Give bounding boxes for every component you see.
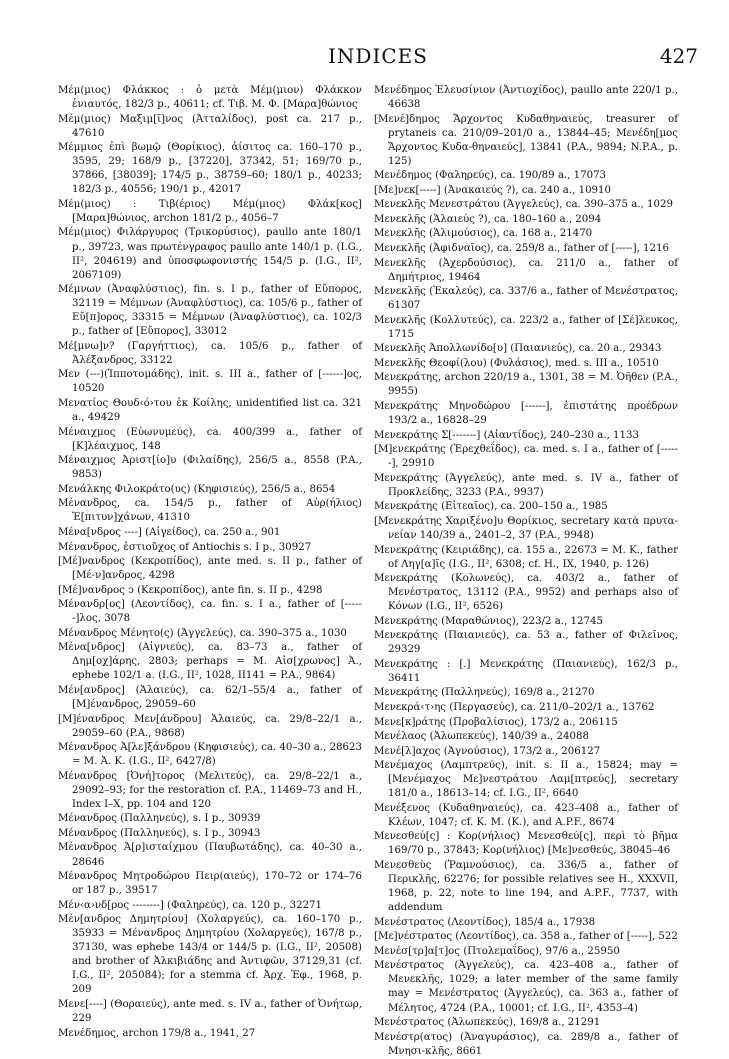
- index-entry: Μέμ(μιος) Φλάκκος : ὁ μετὰ Μέμ(μιον) Φλάκκον ἐνιαυτός, 182/3 p., 40611; cf. Τιβ. Μ. Φ. [Μαρα]θώνιος: [58, 85, 362, 111]
- index-entry: Μενεσθεὺς (Ῥαμνούσιος), ca. 336/5 a., father of Περικλῆς, 62276; for possible relatives see H., XXXVII, 1968, p. 22, note to line 194, and A.P.F., 7737, with addendum: [374, 860, 678, 914]
- index-entry: Μενεκράτης Σ[-------] (Αἰαντίδος), 240–230 a., 1133: [374, 429, 639, 441]
- index-entry: Μενέδημος (Φαληρεύς), ca. 190/89 a., 17073: [374, 170, 607, 182]
- index-entry: Μενεκράτης (Μαραθώνιος), 223/2 a., 12745: [374, 615, 603, 627]
- index-entry: Μενέμαχος (Λαμπτρεύς), init. s. II a., 15824; may = [Μενέμαχος Με]νεστράτου Λαμ[πτρεύς], secretary 181/0 a., 18613–14; cf. I.G., II², 6640: [374, 760, 678, 800]
- index-entry: Μενέστρατος (Λεοντίδος), 185/4 a., 17938: [374, 916, 596, 928]
- index-entry: [Με]νεκ[-----] (Ἀνακαιεύς ?), ca. 240 a., 10910: [374, 184, 612, 196]
- index-entry: Μένανδρος, ca. 154/5 p., father of Αὐρ(ήλιος) Ἐ[πιτυν]χάνων, 41310: [58, 498, 362, 524]
- index-entry: Μέμνων (Ἀναφλύστιος), fin. s. I p., father of Εὔπορος, 32119 = Μέμνων (Ἀναφλύστιος), ca. 105/6 p., father of Εὔ[π]ορος, 33315 = Μέμνων (Ἀναφλύστιος), ca. 102/3 p., father of [Εὔπορος], 33012: [58, 284, 362, 338]
- index-entry: Μενε[κ]ράτης (Προβαλίσιος), 173/2 a., 206115: [374, 716, 618, 728]
- index-entry: Μέμ(μιος) Φιλάργυρος (Τρικορύσιος), paullo ante 180/1 p., 39723, was πρωτένγραφος paullo ante 140/1 p. (I.G., II², 204619) and ὑποσφωφονιστής 154/5 p. (I.G., II², 2067109): [58, 227, 362, 281]
- index-entry: Μενέ[λ]αχος (Ἀγνούσιος), 173/2 a., 206127: [374, 745, 601, 757]
- index-entry: Μένανδρος (Παλληνεύς), s. I p., 30939: [58, 813, 261, 825]
- index-entry: Μενεκλῆς (Ἁλαιεύς ?), ca. 180–160 a., 2094: [374, 213, 602, 225]
- index-column-left: [58, 84, 362, 1041]
- index-entry: Μενεκλῆς Ἀπολλωνίδο[υ] (Παιανιεύς), ca. 20 a., 29343: [374, 343, 662, 355]
- index-entry: Μένανδρος (Παλληνεύς), s. I p., 30943: [58, 827, 261, 839]
- index-entry: Μένανδρος Ἀ[ρ]ισταίχμου (Παυβωτάδης), ca. 40–30 a., 28646: [58, 842, 362, 868]
- index-entry: Μενεκλῆς (Ἁλιμούσιος), ca. 168 a., 21470: [374, 228, 593, 240]
- index-entry: Μενεκλῆς Θεοφί(λου) (Φυλάσιος), med. s. III a., 10510: [374, 357, 659, 369]
- index-entry: [Μ]ένανδρος Μεν[άνδρου] Ἁλαιεύς, ca. 29/8–22/1 a., 29059–60 (P.A., 9868): [58, 713, 362, 739]
- index-entry: Μενεκλῆς Μενεστράτου (Ἀγγελεύς), ca. 390–375 a., 1029: [374, 199, 673, 211]
- index-entry: Μενεκράτης, archon 220/19 a., 1301, 38 = Μ. Ὀῆθεν (P.A., 9955): [374, 372, 678, 398]
- index-entry: Μενέδημος Ἐλευσίνιον (Ἀντιοχίδος), paullo ante 220/1 p., 46638: [374, 85, 678, 111]
- index-entry: Μενεκράτης (Κειριάδης), ca. 155 a., 22673 = Μ. Κ., father of Ληγ[α]ῖς (I.G., II², 6308; cf. H., IX, 1940, p. 126): [374, 544, 678, 570]
- index-column-right: [374, 84, 678, 1059]
- index-entry: Μενέστρ(ατος) (Ἀναγυράσιος), ca. 289/8 a., father of Μνησι-κλῆς, 8661: [374, 1031, 678, 1057]
- index-entry: Μενεκράτης (Παλληνεύς), 169/8 a., 21270: [374, 687, 595, 699]
- index-entry: Μέμ(μιος) : Τιβ(έριος) Μέμ(μιος) Φλάκ[κος] [Μαρα]θώνιος, archon 181/2 p., 4056–7: [58, 198, 362, 224]
- index-entry: Μενεκράτης (Κολωνεύς), ca. 403/2 a., father of Μενέστρατος, 13112 (P.A., 9952) and perhaps also of Κόνων (I.G., II², 6526): [374, 573, 678, 613]
- index-entry: Μενάλκης Φιλοκράτο(υς) (Κηφισιεύς), 256/5 a., 8654: [58, 483, 336, 495]
- index-entry: Μένανδρος, ἑστιοῦχος of Antiochis s. I p., 30927: [58, 541, 312, 553]
- index-entry: Μενεκλῆς (Ἀφιδναῖος), ca. 259/8 a., father of [-----], 1216: [374, 243, 669, 255]
- index-entry: Μενέσ[τρ]α[τ]ος (Πτολεμαΐδος), 97/6 a., 25950: [374, 945, 620, 957]
- index-entry: Μενε[----] (Θοραιεύς), ante med. s. IV a., father of Ὀνήτωρ, 229: [58, 999, 362, 1025]
- index-entry: [Μενεκράτης Χαριξένο]υ Θορίκιος, secretary κατὰ πρυτα-νείαν 140/39 a., 2401–2, 37 (P.A., 9948): [374, 515, 678, 541]
- page-header: [58, 44, 698, 74]
- index-entry: Μενατίος Θουδ‹ό›του ἐκ Κοίλης, unidentified list ca. 321 a., 49429: [58, 398, 362, 424]
- index-entry: Μενεκράτης : [.] Μενεκράτης (Παιανιεύς), 162/3 p., 36411: [374, 658, 678, 684]
- index-entry: Μένα[νδρος] (Αἰγνιεύς), ca. 83–73 a., father of Δημ[οχ]άρης, 2803; perhaps = Μ. Αἰσ[χρωνος] Ἀ., ephebe 102/1 a. (I.G., II², 1028, II141 = P.A., 9864): [58, 642, 362, 682]
- index-entry: Μενέξενος (Κυδαθηναιεύς), ca. 423–408 a., father of Κλέων, 1047; cf. K. M. (K.), and A.P.F., 8674: [374, 802, 678, 828]
- page-title: INDICES: [328, 44, 428, 68]
- index-entry: Μέναιχμος (Εὐωνυμεύς), ca. 400/399 a., father of [Κ]λέαιχμος, 148: [58, 426, 362, 452]
- index-entry: [Μέ]νανδρος ͻ (Κεκροπίδος), ante fin. s. II p., 4298: [58, 584, 323, 596]
- index-entry: Μενεκλῆς (Κολλυτεύς), ca. 223/2 a., father of [Σέ]λευκος, 1715: [374, 314, 678, 340]
- index-entry: Μενεκρά‹τ›ης (Περγασεύς), ca. 211/0–202/1 a., 13762: [374, 702, 655, 714]
- index-entry: Μενέδημος, archon 179/8 a., 1941, 27: [58, 1027, 256, 1039]
- index-entry: Μέμ(μιος) Μαξιμ[ῖ]νος (Ἀτταλίδος), post ca. 217 p., 47610: [58, 113, 362, 139]
- index-entry: Μεν (---)(Ἱπποτομάδης), init. s. III a., father of [------]ος, 10520: [58, 369, 362, 395]
- index-entry: Μένανδρος Μητροδώρου Πειρ(αιεύς), 170–72 or 174–76 or 187 p., 39517: [58, 871, 362, 897]
- index-entry: Μένα[νδρος ----] (Αἰγείδος), ca. 250 a., 901: [58, 526, 281, 538]
- index-entry: Μενέστρατος (Ἀλωπεκεύς), 169/8 a., 21291: [374, 1017, 601, 1029]
- index-entry: Μενεσθεύ[ς] : Κορ(νήλιος) Μενεσθεύ[ς], περὶ τὸ βῆμα 169/70 p., 37843; Κορ(νήλιος) [Με]νεσθεύς, 38045–46: [374, 831, 678, 857]
- index-entry: Μενεκλῆς (Ἐκαλεύς), ca. 337/6 a., father of Μενέστρατος, 61307: [374, 286, 678, 312]
- index-entry: Μένανδρος Ἀ[λε]ξάνδρου (Κηφισιεύς), ca. 40–30 a., 28623 = Μ. Ἀ. Κ. (I.G., II², 6427/8): [58, 742, 362, 768]
- page-number: 427: [659, 44, 698, 68]
- index-entry: Μέ[μνω]ν? (Γαργήττιος), ca. 105/6 p., father of Ἀλέξανδρος, 33122: [58, 340, 362, 366]
- index-entry: Μέν[ανδρος] (Ἁλαιεύς), ca. 62/1–55/4 a., father of [Μ]ένανδρος, 29059–60: [58, 684, 362, 711]
- index-entry: Μένανδρος [Ὀνή]τορος (Μελιτεύς), ca. 29/8–22/1 a., 29092–93; for the restoration cf. P.A., 11469–73 and H., Index I–X, pp. 104 and 120: [58, 770, 362, 810]
- index-entry: [Με]νέστρατος (Λεοντίδος), ca. 358 a., father of [-----], 522: [374, 931, 678, 943]
- index-entry: [Μέ]νανδρος (Κεκροπίδος), ante med. s. II p., father of [Μέ-ν]ανδρος, 4298: [58, 556, 362, 582]
- index-entry: Μέν‹α›νδ[ρος --------] (Φαληρεύς), ca. 120 p., 32271: [58, 899, 323, 911]
- index-entry: Μέν[ανδρος Δημητρίου] (Χολαργεύς), ca. 160–170 p., 35933 = Μένανδρος Δημητρίου (Χολαργεύς), 167/8 p., 37130, was ephebe 143/4 or 144/5 p. (I.G., II², 20508) and brother of Ἀλκιβιάδης and Ἀντιφῶν, 37129,31 (cf. I.G., II², 205084); for a stemma cf. Ἀρχ. Ἐφ., 1968, p. 209: [58, 914, 362, 996]
- index-entry: Μενεκράτης Μηνοδώρου [------], ἐπιστάτης προέδρων 193/2 a., 16828–29: [374, 401, 678, 427]
- index-entry: Μένανδρος Μένητο(ς) (Ἀγγελεύς), ca. 390–375 a., 1030: [58, 627, 347, 639]
- index-entry: Μένανδρ[ος] (Λεοντίδος), ca. fin. s. I a., father of [------]λος, 3078: [58, 599, 362, 625]
- index-entry: Μενεκλῆς (Ἀχερδούσιος), ca. 211/0 a., father of Δημήτριος, 19464: [374, 257, 678, 283]
- index-entry: Μενέστρατος (Ἀγγελεύς), ca. 423–408 a., father of Μενεκλῆς, 1029; a later member of the same family may = Μενέστρατος (Ἀγγελεύς), ca. 363 a., father of Μέλητος, 4724 (P.A., 10001; cf. I.G., II², 4353–4): [374, 960, 678, 1014]
- index-entry: Μενεκράτης (Εἰτεαῖος), ca. 200–150 a., 1985: [374, 501, 608, 513]
- index-entry: [Μενέ]δημος Ἄρχοντος Κυδαθηναιεύς, treasurer of prytaneis ca. 210/09–201/0 a., 13844–45; Μενέδη[μος Ἄρχοντος Κυδα-θηναιεύς], 13841 (P.A., 9894; N.P.A., p. 125): [374, 113, 678, 167]
- index-entry: Μενεκράτης (Ἀγγελεύς), ante med. s. IV a., father of Προκλείδης, 3233 (P.A., 9937): [374, 472, 678, 498]
- index-entry: [Μ]ενεκράτης (Ἐρεχθεΐδος), ca. med. s. I a., father of [------], 29910: [374, 444, 678, 470]
- index-entry: Μέναιχμος Ἀριστ[ίο]υ (Φιλαίδης), 256/5 a., 8558 (P.A., 9853): [58, 455, 362, 481]
- index-entry: Μέμμιος ἐπὶ βωμῷ (Θορίκιος), ἀίσιτος ca. 160–170 p., 3595, 29; 168/9 p., [37220], 37342, 51; 169/70 p., 37866, [38039]; 174/5 p., 38759–60; 180/1 p., 40233; 182/3 p., 40556; 190/1 p., 42017: [58, 142, 362, 196]
- index-entry: Μενεκράτης (Παιανιεύς), ca. 53 a., father of Φιλεῖνος, 29329: [374, 630, 678, 656]
- index-entry: Μενέλαος (Ἀλωπεκεύς), 140/39 a., 24088: [374, 731, 589, 743]
